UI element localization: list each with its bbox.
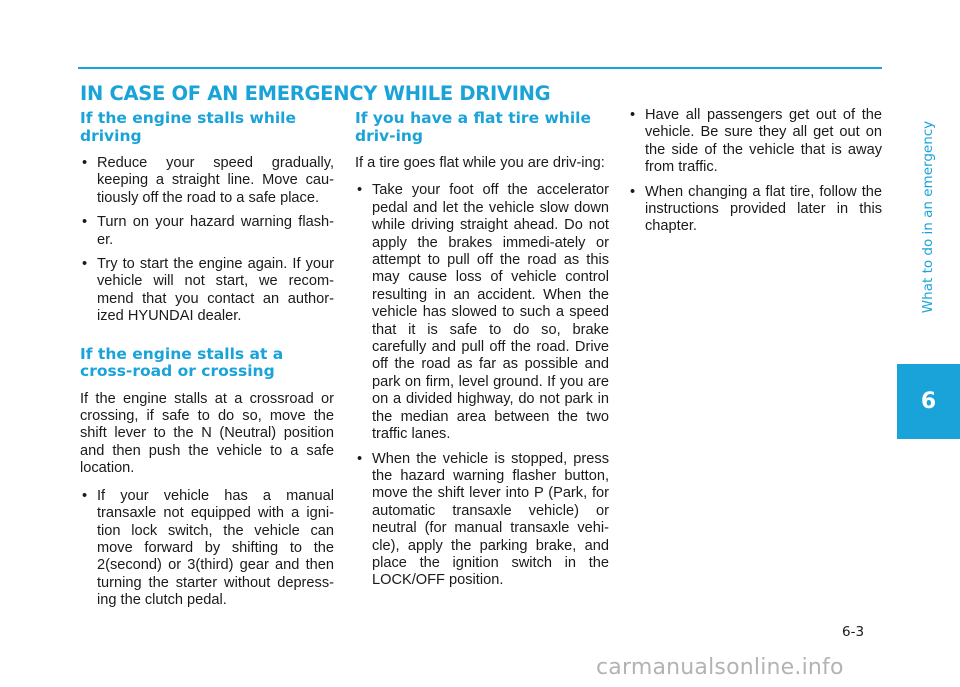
- list-item: • Turn on your hazard warning flash-er.: [80, 214, 334, 249]
- heading-engine-stalls-driving: If the engine stalls while driving: [80, 109, 296, 145]
- bullet-list: [80, 155, 334, 326]
- column-3: [628, 107, 882, 243]
- bullet-list: [628, 107, 882, 236]
- top-rule: [78, 67, 882, 69]
- bullet-list: [355, 182, 609, 589]
- list-item: • When the vehicle is stopped, press the hazard warning flasher button, move the shift lever into P (Park, for automatic transaxle vehicle) or neutral (for manual transaxle vehi-cle), apply the parking brake, and place the ignition switch in the LOCK/OFF position.: [355, 451, 609, 590]
- paragraph: If the engine stalls at a crossroad or crossing, if safe to do so, move the shift lever to the N (Neutral) position and then push the vehicle to a safe location.: [80, 390, 334, 477]
- list-item: • Try to start the engine again. If your vehicle will not start, we recom-mend that you contact an author-ized HYUNDAI dealer.: [80, 256, 334, 326]
- chapter-side-tab: [897, 69, 960, 364]
- list-item: • When changing a flat tire, follow the instructions provided later in this chapter.: [628, 184, 882, 236]
- chapter-number-badge: 6: [897, 364, 960, 439]
- list-item: • Have all passengers get out of the vehicle. Be sure they all get out on the side of the vehicle that is away from traffic.: [628, 107, 882, 177]
- paragraph: If a tire goes flat while you are driv-ing:: [355, 155, 605, 171]
- bullet-list: [80, 488, 334, 610]
- section-title: IN CASE OF AN EMERGENCY WHILE DRIVING: [80, 82, 551, 105]
- heading-engine-stalls-crossroad: If the engine stalls at a cross-road or crossing: [80, 344, 284, 381]
- list-item: • If your vehicle has a manual transaxle not equipped with a igni-tion lock switch, the vehicle can move forward by shifting to the 2(second) or 3(third) gear and then turning the starter without depress-ing the clutch pedal.: [80, 488, 334, 610]
- page-number: 6-3: [842, 624, 865, 640]
- chapter-title: What to do in an emergency: [920, 120, 936, 314]
- heading-flat-tire: If you have a flat tire while driv-ing: [355, 109, 591, 145]
- column-1: [80, 110, 334, 617]
- list-item: • Reduce your speed gradually, keeping a straight line. Move cau-tiously off the road to a safe place.: [80, 155, 334, 207]
- column-2: [355, 110, 609, 597]
- watermark: carmanualsonline.info: [596, 655, 844, 680]
- list-item: • Take your foot off the accelerator pedal and let the vehicle slow down while driving straight ahead. Do not apply the brakes immedi-ately or attempt to pull off the road as this may cause loss of vehicle control resulting in an accident. When the vehicle has slowed to such a speed that it is safe to do so, brake carefully and pull off the road. Drive off the road as far as possible and park on firm, level ground. If you are on a divided highway, do not park in the median area between the two traffic lanes.: [355, 182, 609, 443]
